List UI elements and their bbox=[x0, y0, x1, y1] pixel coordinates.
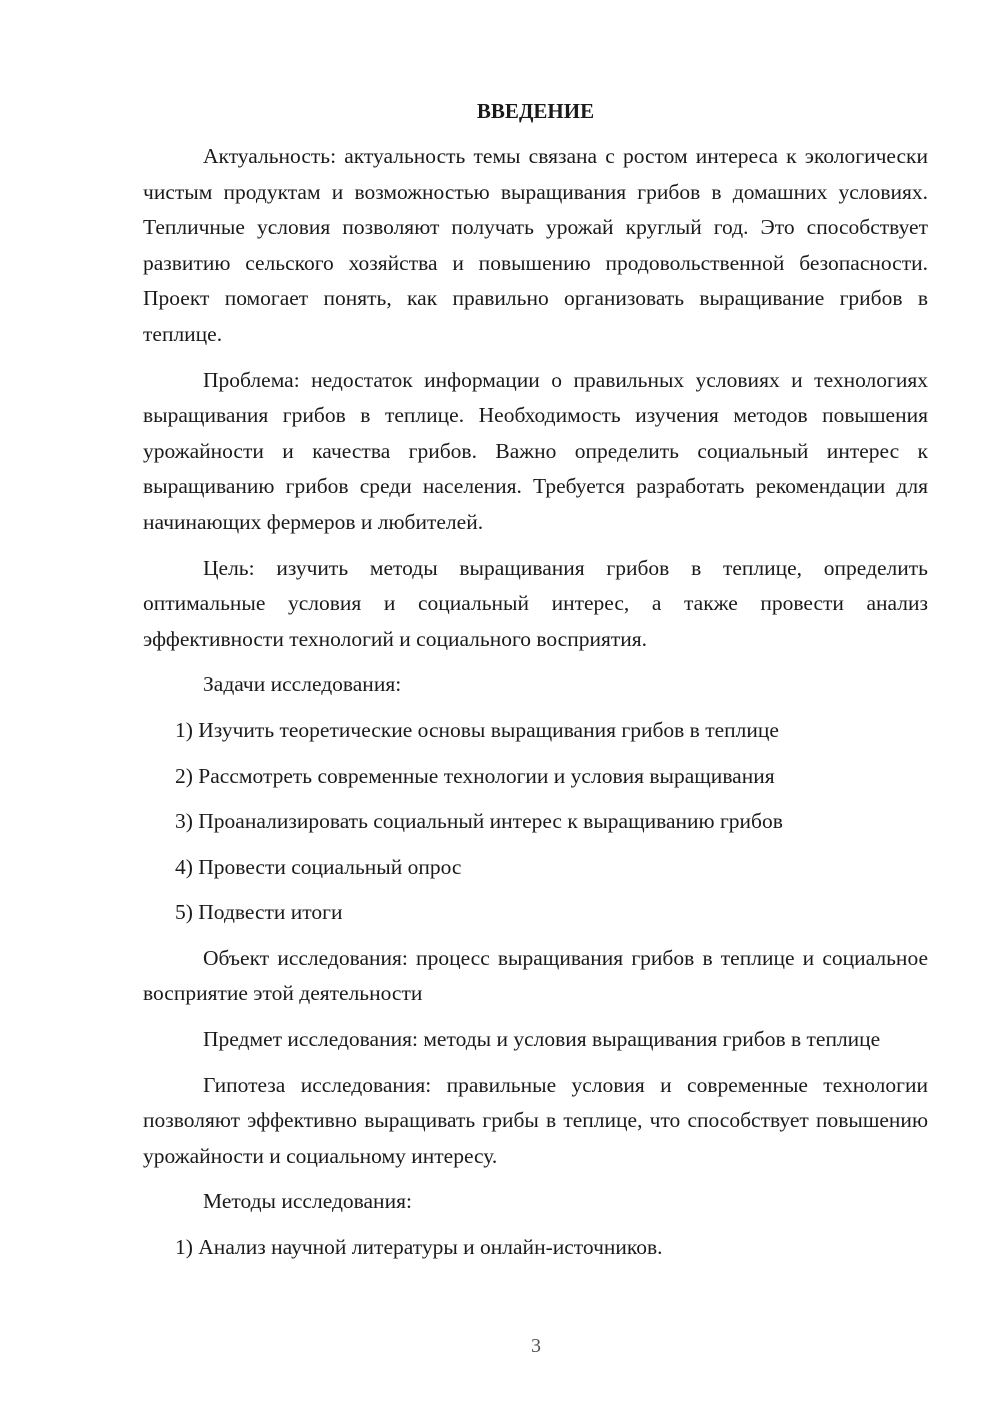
page-number: 3 bbox=[531, 1335, 541, 1357]
goal-paragraph: Цель: изучить методы выращивания грибов в теплице, определить оптимальные условия и социальный интерес, а также провести анализ эффективности технологий и социального восприятия. bbox=[143, 555, 928, 651]
subject-paragraph: Предмет исследования: методы и условия выращивания грибов в теплице bbox=[203, 1027, 881, 1052]
page-title: ВВЕДЕНИЕ bbox=[476, 99, 595, 123]
hypothesis-paragraph: Гипотеза исследования: правильные условия и современные технологии позволяют эффективно выращивать грибы в теплице, что способствует повышению урожайности и социальному интересу. bbox=[143, 1072, 928, 1168]
task-item-2: 2) Рассмотреть современные технологии и условия выращивания bbox=[175, 763, 775, 788]
tasks-heading: Задачи исследования: bbox=[203, 672, 402, 697]
page-content bbox=[143, 96, 928, 1276]
object-paragraph: Объект исследования: процесс выращивания грибов в теплице и социальное восприятие этой деятельности bbox=[143, 945, 928, 1006]
task-item-3: 3) Проанализировать социальный интерес к выращиванию грибов bbox=[175, 809, 783, 834]
task-item-1: 1) Изучить теоретические основы выращивания грибов в теплице bbox=[175, 717, 779, 742]
relevance-paragraph: Актуальность: актуальность темы связана с ростом интереса к экологически чистым продуктам и возможностью выращивания грибов в домашних условиях. Тепличные условия позволяют получать урожай круглый год. Это способствует развитию сельского хозяйства и повышению продовольственной безопасности. Проект помогает понять, как правильно организовать выращивание грибов в теплице. bbox=[143, 144, 928, 346]
methods-heading: Методы исследования: bbox=[203, 1189, 412, 1214]
task-item-5: 5) Подвести итоги bbox=[175, 900, 343, 925]
method-item-1: 1) Анализ научной литературы и онлайн-источников. bbox=[175, 1235, 663, 1260]
problem-paragraph: Проблема: недостаток информации о правильных условиях и технологиях выращивания грибов в теплице. Необходимость изучения методов повышения урожайности и качества грибов. Важно определить социальный интерес к выращиванию грибов среди населения. Требуется разработать рекомендации для начинающих фермеров и любителей. bbox=[143, 367, 928, 534]
task-item-4: 4) Провести социальный опрос bbox=[175, 854, 462, 879]
